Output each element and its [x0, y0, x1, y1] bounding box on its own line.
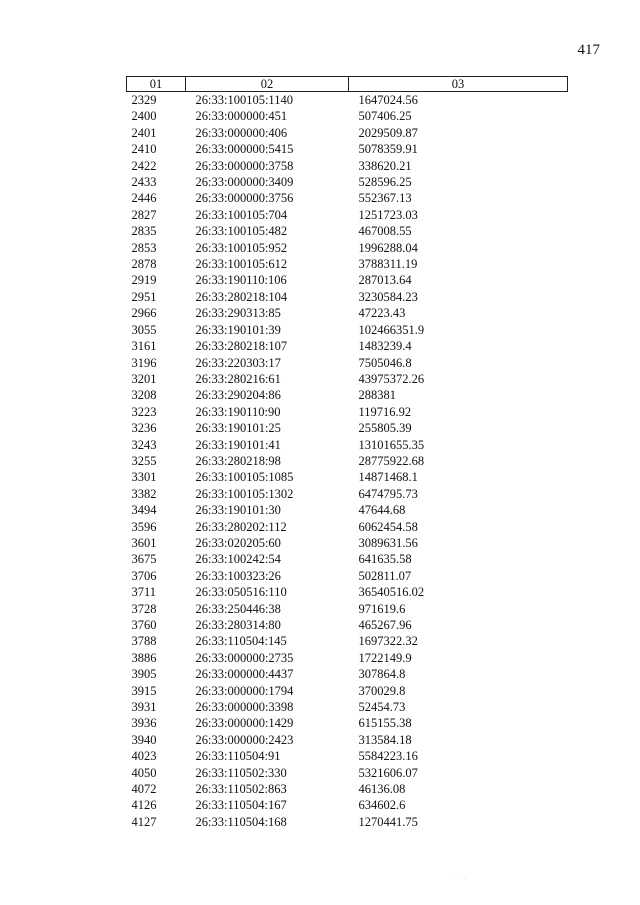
value-cell: 1722149.9: [358, 650, 412, 665]
row-number-cell: 3728: [131, 601, 157, 616]
value-cell: 52454.73: [358, 700, 406, 715]
value-cell: 307864.8: [358, 667, 406, 682]
table-row: [127, 223, 568, 239]
table-header: [127, 77, 568, 92]
row-number-cell: 3243: [131, 437, 157, 452]
cadastral-number-cell: 26:33:280202:112: [195, 519, 287, 534]
row-number-cell: 3905: [131, 667, 157, 682]
table-row: [127, 502, 568, 518]
header-col-02: 02: [186, 77, 349, 92]
value-cell: 47644.68: [358, 503, 406, 518]
cadastral-number-cell: 26:33:110504:168: [195, 814, 287, 829]
table-row: [127, 748, 568, 764]
value-cell: 528596.25: [358, 175, 412, 190]
value-cell: 1483239.4: [358, 339, 412, 354]
value-cell: 287013.64: [358, 273, 412, 288]
value-cell: 338620.21: [358, 158, 412, 173]
value-cell: 2029509.87: [358, 125, 418, 140]
value-cell: 1697322.32: [358, 634, 418, 649]
value-cell: 502811.07: [358, 568, 412, 583]
table-row: [127, 92, 568, 109]
value-cell: 5584223.16: [358, 749, 418, 764]
row-number-cell: 3201: [131, 371, 157, 386]
row-number-cell: 3161: [131, 339, 157, 354]
value-cell: 288381: [358, 388, 396, 403]
cadastral-number-cell: 26:33:000000:3409: [195, 175, 294, 190]
row-number-cell: 4126: [131, 798, 157, 813]
value-cell: 1270441.75: [358, 814, 418, 829]
row-number-cell: 4127: [131, 814, 157, 829]
cadastral-number-cell: 26:33:000000:1794: [195, 683, 294, 698]
table-row: [127, 437, 568, 453]
value-cell: 5078359.91: [358, 142, 418, 157]
value-cell: 6474795.73: [358, 486, 418, 501]
row-number-cell: 2853: [131, 240, 157, 255]
cadastral-number-cell: 26:33:100242:54: [195, 552, 281, 567]
value-cell: 3788311.19: [358, 257, 418, 272]
table-row: [127, 617, 568, 633]
row-number-cell: 2878: [131, 257, 157, 272]
cadastral-number-cell: 26:33:050516:110: [195, 585, 287, 600]
row-number-cell: 2919: [131, 273, 157, 288]
value-cell: 615155.38: [358, 716, 412, 731]
cadastral-number-cell: 26:33:190101:25: [195, 421, 281, 436]
cadastral-number-cell: 26:33:190110:106: [195, 273, 287, 288]
row-number-cell: 4023: [131, 749, 157, 764]
table-row: [127, 207, 568, 223]
value-cell: 3089631.56: [358, 535, 418, 550]
table-row: [127, 486, 568, 502]
cadastral-number-cell: 26:33:110502:863: [195, 782, 287, 797]
row-number-cell: 3788: [131, 634, 157, 649]
cadastral-number-cell: 26:33:220303:17: [195, 355, 281, 370]
row-number-cell: 4072: [131, 782, 157, 797]
value-cell: 507406.25: [358, 109, 412, 124]
value-cell: 3230584.23: [358, 289, 418, 304]
value-cell: 6062454.58: [358, 519, 418, 534]
cadastral-number-cell: 26:33:000000:2735: [195, 650, 294, 665]
cadastral-number-cell: 26:33:100105:1302: [195, 486, 294, 501]
value-cell: 46136.08: [358, 782, 406, 797]
cadastral-number-cell: 26:33:190101:39: [195, 322, 281, 337]
row-number-cell: 2401: [131, 125, 157, 140]
row-number-cell: 3255: [131, 453, 157, 468]
cadastral-number-cell: 26:33:280216:61: [195, 371, 281, 386]
cadastral-number-cell: 26:33:000000:3398: [195, 700, 294, 715]
cadastral-number-cell: 26:33:020205:60: [195, 535, 281, 550]
cadastral-number-cell: 26:33:000000:406: [195, 125, 288, 140]
table-row: [127, 174, 568, 190]
table-row: [127, 551, 568, 567]
value-cell: 13101655.35: [358, 437, 425, 452]
cadastral-number-cell: 26:33:000000:1429: [195, 716, 294, 731]
cadastral-number-cell: 26:33:000000:451: [195, 109, 288, 124]
cadastral-number-cell: 26:33:280218:98: [195, 453, 281, 468]
value-cell: 36540516.02: [358, 585, 425, 600]
value-cell: 313584.18: [358, 732, 412, 747]
value-cell: 1996288.04: [358, 240, 418, 255]
table-row: [127, 322, 568, 338]
value-cell: 14871468.1: [358, 470, 418, 485]
table-row: [127, 108, 568, 124]
cadastral-number-cell: 26:33:100105:1140: [195, 93, 293, 107]
value-cell: 119716.92: [358, 404, 412, 419]
value-cell: 1647024.56: [358, 93, 418, 107]
table-row: [127, 420, 568, 436]
value-cell: 255805.39: [358, 421, 412, 436]
table-row: [127, 305, 568, 321]
table-row: [127, 387, 568, 403]
table-row: [127, 683, 568, 699]
table-row: [127, 814, 568, 830]
table-row: [127, 272, 568, 288]
row-number-cell: 3236: [131, 421, 157, 436]
header-row: [127, 77, 568, 92]
cadastral-number-cell: 26:33:100105:1085: [195, 470, 294, 485]
row-number-cell: 3915: [131, 683, 157, 698]
value-cell: 370029.8: [358, 683, 406, 698]
table-row: [127, 125, 568, 141]
table-row: [127, 666, 568, 682]
row-number-cell: 2422: [131, 158, 157, 173]
table-row: [127, 338, 568, 354]
row-number-cell: 2329: [131, 93, 157, 107]
value-cell: 7505046.8: [358, 355, 412, 370]
value-cell: 641635.58: [358, 552, 412, 567]
row-number-cell: 3494: [131, 503, 157, 518]
cadastral-number-cell: 26:33:190110:90: [195, 404, 281, 419]
cadastral-number-cell: 26:33:190101:41: [195, 437, 281, 452]
table-row: [127, 765, 568, 781]
cadastral-number-cell: 26:33:000000:5415: [195, 142, 294, 157]
row-number-cell: 3760: [131, 618, 157, 632]
row-number-cell: 3196: [131, 355, 157, 370]
cadastral-number-cell: 26:33:280218:107: [195, 339, 288, 354]
row-number-cell: 3706: [131, 568, 157, 583]
row-number-cell: 3223: [131, 404, 157, 419]
cadastral-number-cell: 26:33:000000:3756: [195, 191, 294, 206]
row-number-cell: 3301: [131, 470, 157, 485]
table-row: [127, 781, 568, 797]
table-row: [127, 190, 568, 206]
cadastral-number-cell: 26:33:290204:86: [195, 388, 281, 403]
row-number-cell: 3601: [131, 535, 157, 550]
row-number-cell: 3208: [131, 388, 157, 403]
value-cell: 1251723.03: [358, 207, 418, 222]
value-cell: 467008.55: [358, 224, 412, 239]
cadastral-number-cell: 26:33:110504:167: [195, 798, 287, 813]
table-row: [127, 469, 568, 485]
row-number-cell: 3711: [131, 585, 157, 600]
cadastral-number-cell: 26:33:000000:4437: [195, 667, 294, 682]
table-row: [127, 141, 568, 157]
header-col-03: 03: [349, 77, 568, 92]
cadastral-number-cell: 26:33:100105:482: [195, 224, 288, 239]
cadastral-number-cell: 26:33:100105:952: [195, 240, 288, 255]
table-row: [127, 650, 568, 666]
table-row: [127, 289, 568, 305]
cadastral-number-cell: 26:33:280218:104: [195, 289, 288, 304]
cadastral-number-cell: 26:33:110504:145: [195, 634, 287, 649]
value-cell: 465267.96: [358, 618, 412, 632]
row-number-cell: 2951: [131, 289, 157, 304]
table-row: [127, 256, 568, 272]
table-row: [127, 568, 568, 584]
value-cell: 43975372.26: [358, 371, 425, 386]
cadastral-number-cell: 26:33:000000:2423: [195, 732, 294, 747]
table-body: [127, 92, 568, 831]
row-number-cell: 3940: [131, 732, 157, 747]
table-row: [127, 699, 568, 715]
table-row: [127, 404, 568, 420]
table-row: [127, 715, 568, 731]
table-row: [127, 371, 568, 387]
table-row: [127, 240, 568, 256]
table-row: [127, 633, 568, 649]
row-number-cell: 3886: [131, 650, 157, 665]
scan-speck: · ·: [455, 876, 470, 882]
row-number-cell: 2446: [131, 191, 157, 206]
table-row: [127, 732, 568, 748]
row-number-cell: 2966: [131, 306, 157, 321]
cadastral-number-cell: 26:33:100105:612: [195, 257, 288, 272]
row-number-cell: 4050: [131, 765, 157, 780]
value-cell: 102466351.9: [358, 322, 425, 337]
table-row: [127, 535, 568, 551]
table-row: [127, 584, 568, 600]
header-col-01: 01: [127, 77, 186, 92]
row-number-cell: 3675: [131, 552, 157, 567]
table-row: [127, 601, 568, 617]
page-number: 417: [577, 42, 600, 58]
row-number-cell: 3596: [131, 519, 157, 534]
row-number-cell: 2410: [131, 142, 157, 157]
cadastral-number-cell: 26:33:100323:26: [195, 568, 281, 583]
table-row: [127, 355, 568, 371]
cadastral-number-cell: 26:33:280314:80: [195, 618, 281, 632]
table-row: [127, 519, 568, 535]
table-row: [127, 797, 568, 813]
row-number-cell: 2835: [131, 224, 157, 239]
table-row: [127, 453, 568, 469]
cadastral-number-cell: 26:33:250446:38: [195, 601, 281, 616]
cadastral-number-cell: 26:33:110504:91: [195, 749, 281, 764]
value-cell: 5321606.07: [358, 765, 418, 780]
row-number-cell: 3382: [131, 486, 157, 501]
cadastral-number-cell: 26:33:100105:704: [195, 207, 288, 222]
value-cell: 971619.6: [358, 601, 406, 616]
row-number-cell: 2400: [131, 109, 157, 124]
value-cell: 634602.6: [358, 798, 406, 813]
value-cell: 552367.13: [358, 191, 412, 206]
row-number-cell: 3055: [131, 322, 157, 337]
cadastral-number-cell: 26:33:110502:330: [195, 765, 287, 780]
cadastral-number-cell: 26:33:190101:30: [195, 503, 281, 518]
row-number-cell: 2827: [131, 207, 157, 222]
row-number-cell: 3936: [131, 716, 157, 731]
table-row: [127, 158, 568, 174]
row-number-cell: 3931: [131, 700, 157, 715]
row-number-cell: 2433: [131, 175, 157, 190]
data-table: [126, 76, 568, 830]
value-cell: 47223.43: [358, 306, 406, 321]
value-cell: 28775922.68: [358, 453, 425, 468]
cadastral-number-cell: 26:33:000000:3758: [195, 158, 294, 173]
cadastral-number-cell: 26:33:290313:85: [195, 306, 281, 321]
